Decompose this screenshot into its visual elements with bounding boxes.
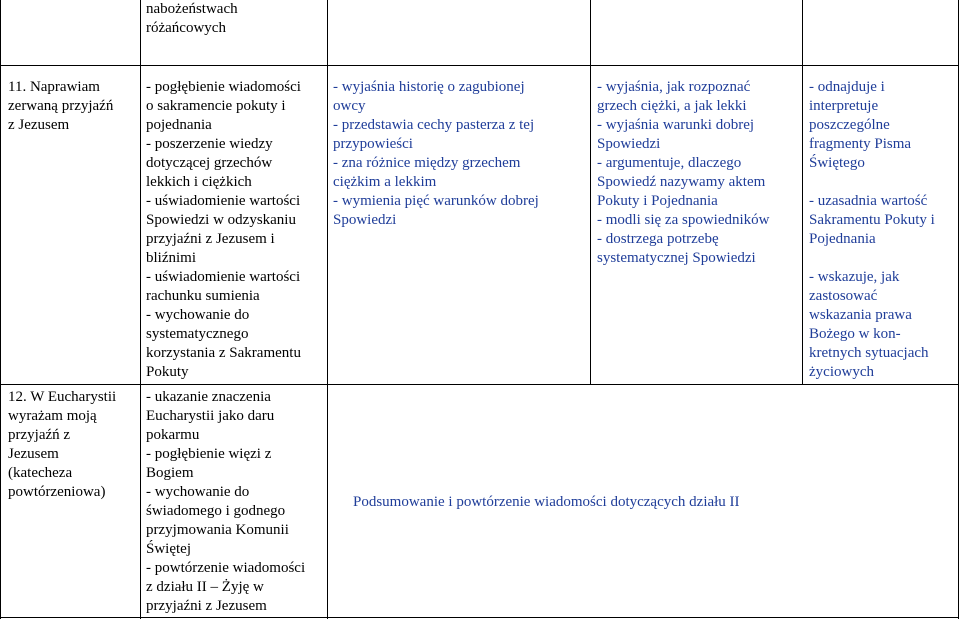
lesson-11-goals: - pogłębienie wiadomości o sakramencie pokuty i pojednania - poszerzenie wiedzy dotyczącej grzechów lekkich i ciężkich - uświadomienie wartości Spowiedzi w odzyskaniu przyjaźni z Jezusem i bliźnimi - uświadomienie wartości rachunku sumienia - wychowanie do systematycznego korzystania z Sakramentu Pokuty bbox=[146, 79, 301, 380]
grid-line bbox=[0, 65, 959, 66]
lesson-12-summary: Podsumowanie i powtórzenie wiadomości dotyczących działu II bbox=[353, 494, 740, 510]
grid-line bbox=[327, 0, 328, 619]
grid-line bbox=[802, 0, 803, 384]
grid-line bbox=[0, 384, 959, 385]
lesson-11-requirements-basic: - wyjaśnia, jak rozpoznać grzech ciężki, a jak lekki - wyjaśnia warunki dobrej Spowiedzi - argumentuje, dlaczego Spowiedź nazywamy aktem Pokuty i Pojednania - modli się za spowiedników - dostrzega potrzebę systematycznej Spowiedzi bbox=[597, 79, 770, 266]
lesson-12-title: 12. W Eucharystii wyrażam moją przyjaźń z Jezusem (katecheza powtórzeniowa) bbox=[8, 389, 117, 500]
grid-line bbox=[140, 0, 141, 619]
lesson-11-requirements-extended: - odnajduje i interpretuje poszczególne fragmenty Pisma Świętego - uzasadnia wartość Sakramentu Pokuty i Pojednania - wskazuje, jak zastosować wskazania prawa Bożego w kon- kretnych sytuacjach życiowych bbox=[809, 79, 935, 380]
grid-line bbox=[0, 617, 959, 618]
grid-line bbox=[590, 0, 591, 384]
lesson-12-goals: - ukazanie znaczenia Eucharystii jako daru pokarmu - pogłębienie więzi z Bogiem - wychowanie do świadomego i godnego przyjmowania Komunii Świętej - powtórzenie wiadomości z działu II – Żyję w przyjaźni z Jezusem bbox=[146, 389, 306, 614]
lesson-11-title: 11. Naprawiam zerwaną przyjaźń z Jezusem bbox=[8, 79, 114, 133]
top-row-goals-text: nabożeństwach różańcowych bbox=[146, 1, 238, 36]
lesson-11-content: - wyjaśnia historię o zagubionej owcy - przedstawia cechy pasterza z tej przypowieści - zna różnice między grzechem ciężkim a lekkim - wymienia pięć warunków dobrej Spowiedzi bbox=[333, 79, 539, 228]
grid-line bbox=[0, 0, 1, 619]
